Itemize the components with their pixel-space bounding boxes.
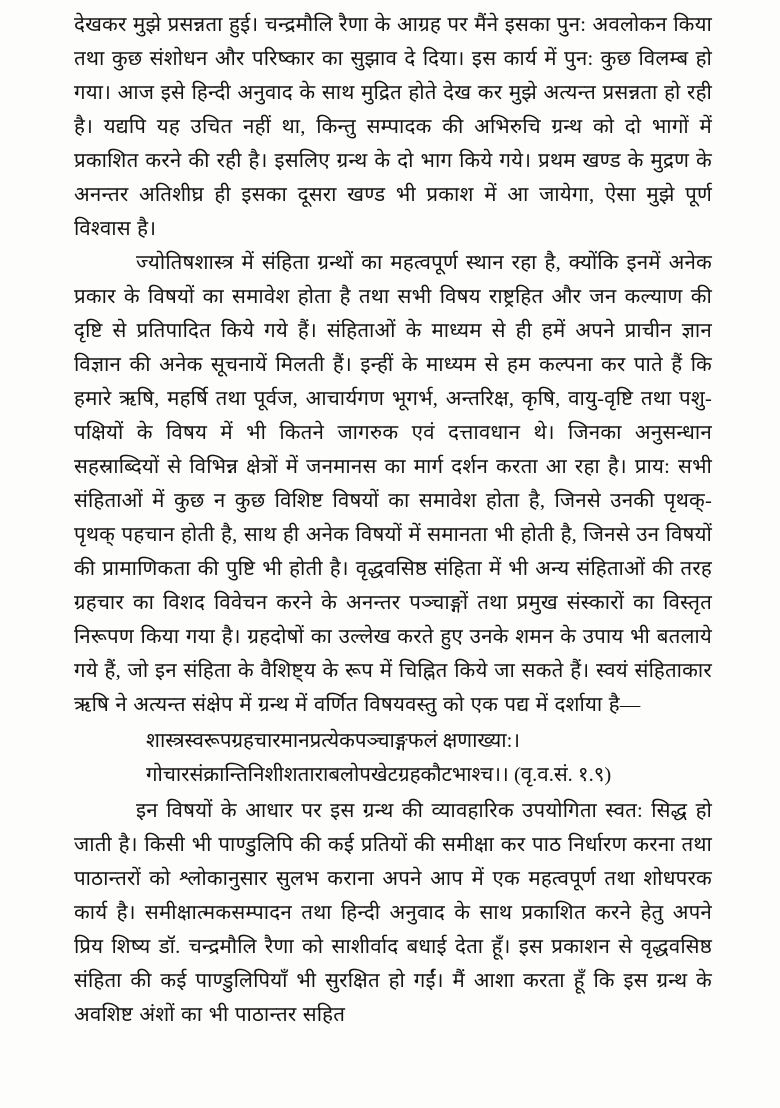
verse-line-2: गोचारसंक्रान्तिनिशीशताराबलोपखेटग्रहकौटभाश्च।। (वृ.व.सं. १.९) — [146, 764, 612, 786]
paragraph-samhita-importance: ज्योतिषशास्त्र में संहिता ग्रन्थों का महत्वपूर्ण स्थान रहा है, क्योंकि इनमें अनेक प्रकार के विषयों का समावेश होता है तथा सभी विषय राष्ट्रहित और जन कल्याण की दृष्टि से प्रतिपादित किये गये हैं। संहिताओं के माध्यम से ही हमें अपने प्राचीन ज्ञान विज्ञान की अनेक सूचनायें मिलती हैं। इन्हीं के माध्यम से हम कल्पना कर पाते हैं कि हमारे ऋषि, महर्षि तथा पूर्वज, आचार्यगण भूगर्भ, अन्तरिक्ष, कृषि, वायु-वृष्टि तथा पशु-पक्षियों के विषय में भी कितने जागरुक एवं दत्तावधान थे। जिनका अनुसन्धान सहस्राब्दियों से विभिन्न क्षेत्रों में जनमानस का मार्ग दर्शन करता आ रहा है। प्राय: सभी संहिताओं में कुछ न कुछ विशिष्ट विषयों का समावेश होता है, जिनसे उनकी पृथक्-पृथक् पहचान होती है, साथ ही अनेक विषयों में समानता भी होती है, जिनसे उन विषयों की प्रामाणिकता की पुष्टि भी होती है। वृद्धवसिष्ठ संहिता में भी अन्य संहिताओं की तरह ग्रहचार का विशद विवेचन करने के अनन्तर पञ्चाङ्गों तथा प्रमुख संस्कारों का विस्तृत निरूपण किया गया है। ग्रहदोषों का उल्लेख करते हुए उनके शमन के उपाय भी बतलाये गये हैं, जो इन संहिता के वैशिष्ट्य के रूप में चिह्नित किये जा सकते हैं। स्वयं संहिताकार ऋषि ने अत्यन्त संक्षेप में ग्रन्थ में वर्णित विषयवस्तु को एक पद्य में दर्शाया है— — [74, 252, 712, 716]
paragraph-practical-utility: इन विषयों के आधार पर इस ग्रन्थ की व्यावहारिक उपयोगिता स्वत: सिद्ध हो जाती है। किसी भी पाण्डुलिपि की कई प्रतियों की समीक्षा कर पाठ निर्धारण करना तथा पाठान्तरों को श्लोकानुसार सुलभ कराना अपने आप में एक महत्वपूर्ण तथा शोधपरक कार्य है। समीक्षात्मकसम्पादन तथा हिन्दी अनुवाद के साथ प्रकाशित करने हेतु अपने प्रिय शिष्य डॉ. चन्द्रमौलि रैणा को साशीर्वाद बधाई देता हूँ। इस प्रकाशन से वृद्धवसिष्ठ संहिता की कई पाण्डुलिपियाँ भी सुरक्षित हो गईं। मैं आशा करता हूँ कि इस ग्रन्थ के अवशिष्ट अंशों का भी पाठान्तर सहित — [74, 800, 712, 1026]
paragraph-continuation: देखकर मुझे प्रसन्नता हुई। चन्द्रमौलि रैणा के आग्रह पर मैंने इसका पुन: अवलोकन किया तथा कुछ संशोधन और परिष्कार का सुझाव दे दिया। इस कार्य में पुन: कुछ विलम्ब हो गया। आज इसे हिन्दी अनुवाद के साथ मुद्रित होते देख कर मुझे अत्यन्त प्रसन्नता हो रही है। यद्यपि यह उचित नहीं था, किन्तु सम्पादक की अभिरुचि ग्रन्थ को दो भागों में प्रकाशित करने की रही है। इसलिए ग्रन्थ के दो भाग किये गये। प्रथम खण्ड के मुद्रण के अनन्तर अतिशीघ्र ही इसका दूसरा खण्ड भी प्रकाश में आ जायेगा, ऐसा मुझे पूर्ण विश्वास है। — [74, 14, 712, 240]
verse-line-1: शास्त्रस्वरूपग्रहचारमानप्रत्येकपञ्चाङ्गफलं क्षणाख्या:। — [146, 730, 521, 752]
sanskrit-verse — [146, 724, 712, 792]
